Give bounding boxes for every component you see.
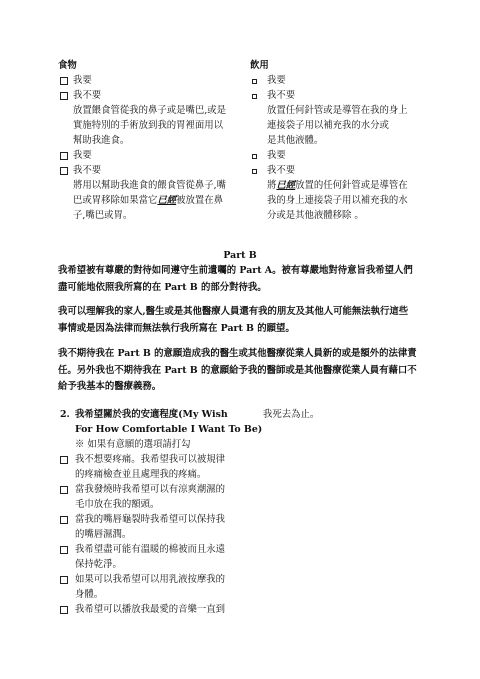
comfort-option-3-line1: 當我的嘴唇龜裂時我希望可以保持我	[75, 514, 226, 525]
comfort-option-3-checkbox[interactable]	[60, 516, 68, 524]
fluids-want-remove-checkbox[interactable]	[252, 154, 257, 159]
fluids-tube-text-line1: 放置任何針管或是導管在我的身上	[267, 105, 408, 116]
food-want-checkbox[interactable]	[60, 77, 68, 85]
part-b-p2-line2: 事情或是因為法律而無法執行我所寫在 Part B 的願望。	[58, 322, 295, 334]
comfort-option-3-line2: 的嘴唇濕潤。	[75, 529, 132, 540]
food-tube-text-line1: 放置餵食管從我的鼻子或是嘴巴,或是	[73, 105, 226, 116]
comfort-option-4-line1: 我希望盡可能有溫暖的棉被而且永遠	[75, 544, 226, 555]
food-not-want-checkbox[interactable]	[60, 92, 68, 100]
part-b-p3-line2: 任。另外我也不期待我在 Part B 的意願給予我的醫師或是其他醫療從業人員有藉口不	[58, 364, 417, 376]
section-2-title-line2: For How Comfortable I Want To Be)	[75, 424, 263, 435]
comfort-option-2-checkbox[interactable]	[60, 486, 68, 494]
comfort-option-5-line2: 身體。	[75, 589, 104, 600]
section-2-title-line1: 我希望關於我的安適程度(My Wish	[75, 409, 228, 420]
fluids-tube-text-line3: 是其他液體。	[267, 135, 324, 146]
comfort-option-2-line2: 毛巾放在我的額頭。	[75, 499, 160, 510]
section-2-number: 2.	[60, 409, 70, 420]
part-b-p1-line2: 盡可能地依照我所寫的在 Part B 的部分對待我。	[58, 281, 267, 293]
fluids-heading: 飲用	[250, 60, 269, 71]
food-tube-text-line2: 實施特別的手術放到我的胃裡面用以	[73, 120, 224, 131]
part-b-paragraph-3	[58, 346, 430, 396]
food-not-want-remove-checkbox[interactable]	[60, 167, 68, 175]
fluids-want-remove-label: 我要	[267, 150, 286, 161]
food-want-label: 我要	[73, 75, 92, 86]
food-remove-text-line2a: 巴或胃移除如果當它	[73, 195, 158, 206]
fluids-remove-text-line2: 我的身上連接袋子用以補充我的水	[267, 195, 408, 206]
part-b-paragraph-2	[58, 304, 430, 337]
comfort-option-6-checkbox[interactable]	[60, 606, 68, 614]
fluids-remove-text-line1b: 放置的任何針管或是導管在	[295, 180, 408, 191]
part-b-p2-line1: 我可以理解我的家人,醫生或是其他醫療人員還有我的朋友及其他人可能無法執行這些	[58, 306, 409, 317]
comfort-option-2-line1: 當我發燒時我希望可以有涼爽潮濕的	[75, 484, 226, 495]
fluids-remove-text-line3: 分或是其他液體移除 。	[267, 210, 364, 221]
food-remove-text-line2b: 被放置在鼻	[176, 195, 224, 206]
fluids-not-want-remove-label: 我不要	[267, 165, 296, 176]
food-want-remove-label: 我要	[73, 150, 92, 161]
fluids-not-want-remove-checkbox[interactable]	[252, 169, 257, 174]
comfort-option-1-checkbox[interactable]	[60, 456, 68, 464]
part-b-paragraph-1	[58, 263, 430, 296]
part-b-p1-line1: 我希望被有尊嚴的對待如同遵守生前遺囑的 Part A。被有尊嚴地對待意旨我希望人們	[58, 265, 413, 276]
section-2-note: ※ 如果有意願的選項請打勾	[75, 439, 191, 450]
section-2-continuation: 我死去為止。	[263, 409, 320, 420]
part-b-p3-line3: 給予我基本的醫療義務。	[58, 381, 162, 392]
fluids-not-want-label: 我不要	[267, 90, 296, 101]
comfort-option-5-checkbox[interactable]	[60, 576, 68, 584]
part-b-title: Part B	[223, 250, 257, 261]
fluids-tube-text-line2: 連接袋子用以補充我的水分或	[267, 120, 389, 131]
fluids-remove-text-line1	[267, 178, 408, 193]
food-remove-text-line3: 子,嘴巴或胃。	[73, 210, 133, 221]
food-remove-text-line1: 將用以幫助我進食的餵食管從鼻子,嘴	[73, 180, 226, 191]
fluids-want-checkbox[interactable]	[252, 79, 257, 84]
food-not-want-remove-label: 我不要	[73, 165, 102, 176]
comfort-option-4-checkbox[interactable]	[60, 546, 68, 554]
food-tube-text-line3: 幫助我進食。	[73, 135, 130, 146]
food-emphasis-already: 已經	[157, 195, 177, 206]
food-remove-text-line2	[73, 193, 223, 208]
fluids-not-want-checkbox[interactable]	[252, 94, 257, 99]
comfort-option-6-line1: 我希望可以播放我最愛的音樂一直到	[75, 604, 226, 615]
comfort-option-5-line1: 如果可以我希望可以用乳液按摩我的	[75, 574, 226, 585]
food-not-want-label: 我不要	[73, 90, 102, 101]
comfort-option-1-line1: 我不想要疼痛。我希望我可以被規律	[75, 454, 226, 465]
fluids-remove-text-line1a: 將	[267, 180, 277, 191]
part-b-p3-line1: 我不期待我在 Part B 的意願造成我的醫生或其他醫療從業人員新的或是額外的法律責	[58, 348, 417, 359]
fluids-emphasis-already: 已經	[276, 180, 296, 191]
fluids-want-label: 我要	[267, 75, 286, 86]
comfort-option-4-line2: 保持乾淨。	[75, 559, 122, 570]
food-heading: 食物	[58, 60, 77, 71]
comfort-option-1-line2: 的疼痛檢查並且處理我的疼痛。	[75, 469, 207, 480]
food-want-remove-checkbox[interactable]	[60, 152, 68, 160]
